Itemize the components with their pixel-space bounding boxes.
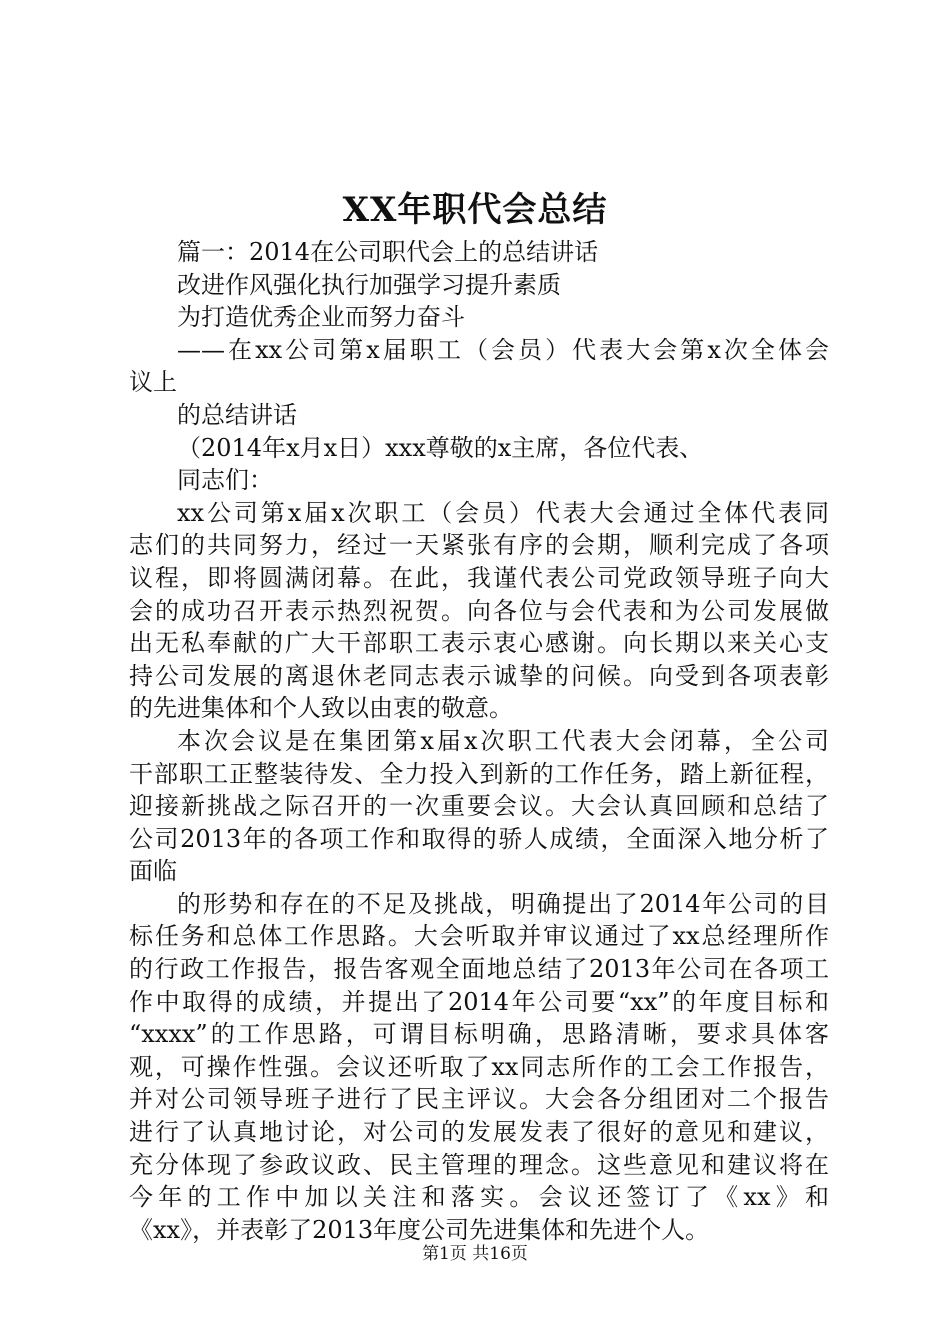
body-line: 今年的工作中加以关注和落实。会议还签订了《xx》和 [129,1183,829,1212]
body-line: 干部职工正整装待发、全力投入到新的工作任务，踏上新征程， [129,759,829,788]
body-line: 本次会议是在集团第x届x次职工代表大会闭幕，全公司 [177,726,829,755]
body-line: 议上 [129,368,177,397]
body-line: 并对公司领导班子进行了民主评议。大会各分组团对二个报告 [129,1085,829,1114]
document-body [129,236,829,1246]
body-line: 持公司发展的离退休老同志表示诚挚的问候。向受到各项表彰 [129,661,829,690]
body-line: 的先进集体和个人致以由衷的敬意。 [129,694,513,723]
body-line: xx公司第x届x次职工（会员）代表大会通过全体代表同 [177,498,829,527]
body-line: 公司2013年的各项工作和取得的骄人成绩，全面深入地分析了 [129,824,829,853]
body-line: 同志们： [177,466,273,495]
body-line: 的总结讲话 [177,400,297,429]
page-footer: 第1页 共16页 [422,1244,528,1264]
body-line: （2014年x月x日）xxx尊敬的x主席，各位代表、 [177,433,704,462]
body-line: 迎接新挑战之际召开的一次重要会议。大会认真回顾和总结了 [129,792,829,821]
body-line: 观，可操作性强。会议还听取了xx同志所作的工会工作报告， [129,1052,829,1081]
body-line: 出无私奉献的广大干部职工表示衷心感谢。向长期以来关心支 [129,629,829,658]
body-line: 的形势和存在的不足及挑战，明确提出了2014年公司的目 [177,889,829,918]
body-line: ——在xx公司第x届职工（会员）代表大会第x次全体会 [177,335,829,364]
body-line: 充分体现了参政议政、民主管理的理念。这些意见和建议将在 [129,1150,829,1179]
body-line: 《xx》，并表彰了2013年度公司先进集体和先进个人。 [129,1215,710,1244]
body-line: 议程，即将圆满闭幕。在此，我谨代表公司党政领导班子向大 [129,563,829,592]
document-title: XX年职代会总结 [342,190,608,230]
body-line: 改进作风强化执行加强学习提升素质 [177,270,561,299]
body-line: 会的成功召开表示热烈祝贺。向各位与会代表和为公司发展做 [129,596,829,625]
body-line: “xxxx”的工作思路，可谓目标明确，思路清晰，要求具体客 [129,1020,829,1049]
body-line: 为打造优秀企业而努力奋斗 [177,303,465,332]
body-line: 进行了认真地讨论，对公司的发展发表了很好的意见和建议， [129,1118,829,1147]
body-line: 面临 [129,857,177,886]
body-line: 作中取得的成绩，并提出了2014年公司要“xx”的年度目标和 [129,987,829,1016]
body-line: 志们的共同努力，经过一天紧张有序的会期，顺利完成了各项 [129,531,829,560]
body-line: 标任务和总体工作思路。大会听取并审议通过了xx总经理所作 [129,922,829,951]
body-line: 的行政工作报告，报告客观全面地总结了2013年公司在各项工 [129,955,829,984]
body-line: 篇一：2014在公司职代会上的总结讲话 [177,238,599,266]
